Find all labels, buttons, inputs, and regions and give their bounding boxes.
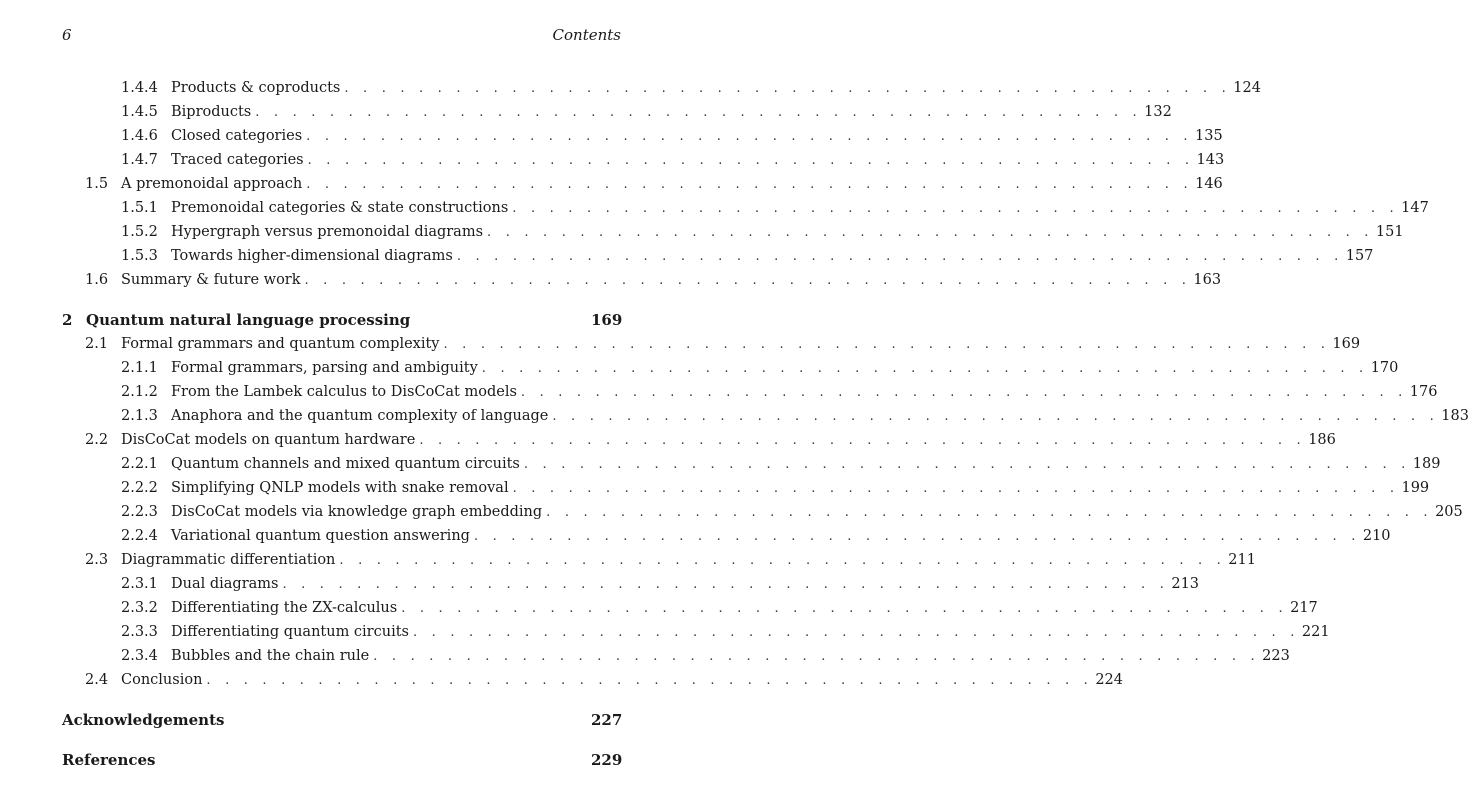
dot-leader: . . . . . . . . . . . . . . . . . . . . . . . . . . . . . . . . . . . . . . . . . . . . . . . . (546, 505, 1433, 520)
dot-leader: . . . . . . . . . . . . . . . . . . . . . . . . . . . . . . . . . . . . . . . . . . . . . . . . (512, 201, 1399, 216)
dot-leader: . . . . . . . . . . . . . . . . . . . . . . . . . . . . . . . . . . . . . . . . . . . . . . . . (304, 273, 1192, 288)
toc-entry[interactable] (0, 598, 1318, 618)
toc-entry-number: 1.5.1 (121, 200, 158, 216)
toc-entry-title: Differentiating the ZX-calculus (171, 600, 398, 616)
toc-entry-page: 124 (1233, 80, 1261, 96)
toc-entry[interactable] (0, 406, 1469, 426)
toc-entry[interactable] (0, 430, 1336, 450)
toc-entry-title: Dual diagrams (171, 576, 279, 592)
toc-entry-number: 2.2.2 (121, 480, 158, 496)
toc-entry-page: 224 (1095, 672, 1123, 688)
dot-leader: . . . . . . . . . . . . . . . . . . . . . . . . . . . . . . . . . . . . . . . . . . . . . . . . (339, 553, 1226, 568)
toc-entry-number: 1.4.4 (121, 80, 158, 96)
toc-entry[interactable] (0, 526, 1391, 546)
toc-entry-title: Quantum natural language processing (86, 311, 411, 329)
toc-entry-title: DisCoCat models on quantum hardware (121, 432, 416, 448)
toc-entry-page: 169 (1332, 336, 1361, 352)
toc-entry-number: 2.3.3 (121, 624, 158, 640)
toc-entry[interactable] (0, 670, 1123, 690)
dot-leader: . . . . . . . . . . . . . . . . . . . . . . . . . . . . . . . . . . . . . . . . . . . . . . . . (306, 129, 1193, 144)
toc-entry[interactable] (0, 358, 1399, 378)
dot-leader: . . . . . . . . . . . . . . . . . . . . . . . . . . . . . . . . . . . . . . . . . . . . . . . . (473, 529, 1361, 544)
toc-entry[interactable] (0, 646, 1290, 666)
toc-entry-number: 2.2 (85, 432, 109, 448)
toc-entry[interactable] (0, 502, 1463, 522)
toc-entry-number: 2.2.3 (121, 504, 158, 520)
toc-entry-number: 2.1.3 (121, 408, 158, 424)
toc-entry-title: Anaphora and the quantum complexity of language (171, 408, 549, 424)
toc-entry-number: 1.4.7 (121, 152, 158, 168)
toc-entry-number: 2 (62, 311, 73, 329)
toc-entry-title: Premonoidal categories & state constructions (171, 200, 509, 216)
toc-entry[interactable] (0, 126, 1223, 146)
toc-entry-page: 151 (1375, 224, 1404, 240)
dot-leader: . . . . . . . . . . . . . . . . . . . . . . . . . . . . . . . . . . . . . . . . . . . . . . . . (401, 601, 1288, 616)
page-number: 6 (62, 26, 72, 44)
dot-leader: . . . . . . . . . . . . . . . . . . . . . . . . . . . . . . . . . . . . . . . . . . . . . . . . (481, 361, 1369, 376)
toc-entry-title: Traced categories (171, 152, 304, 168)
toc-entry-page: 135 (1195, 128, 1223, 144)
toc-entry[interactable] (0, 310, 733, 330)
toc-entry[interactable] (0, 334, 1361, 354)
toc-entry-page: 211 (1228, 552, 1256, 568)
toc-entry[interactable] (0, 270, 1222, 290)
toc-entry-number: 2.3.4 (121, 648, 158, 664)
toc-entry-title: Simplifying QNLP models with snake removal (171, 480, 509, 496)
toc-entry-title: From the Lambek calculus to DisCoCat models (171, 384, 517, 400)
toc-entry[interactable] (0, 478, 1430, 498)
toc-entry-number: 1.5.2 (121, 224, 158, 240)
running-title: Contents (552, 26, 621, 44)
toc-entry-page: 170 (1370, 360, 1399, 376)
toc-entry-number: 1.5.3 (121, 248, 158, 264)
toc-entry[interactable] (0, 102, 1172, 122)
toc-entry-number: 2.3.1 (121, 576, 158, 592)
toc-entry-page: 227 (591, 711, 623, 729)
toc-entry-title: Towards higher-dimensional diagrams (171, 248, 453, 264)
toc-entry-number: 2.1.2 (121, 384, 158, 400)
dot-leader: . . . . . . . . . . . . . . . . . . . . . . . . . . . . . . . . . . . . . . . . . . . . . . . . (512, 481, 1400, 496)
toc-entry-title: Summary & future work (121, 272, 301, 288)
toc-entry-number: 2.3 (85, 552, 109, 568)
toc-entry-page: 176 (1409, 384, 1438, 400)
dot-leader: . . . . . . . . . . . . . . . . . . . . . . . . . . . . . . . . . . . . . . . . . . . . . . . . (344, 81, 1231, 96)
toc-entry-number: 2.4 (85, 672, 109, 688)
toc-entry[interactable] (0, 382, 1438, 402)
toc-entry-number: 1.4.5 (121, 104, 158, 120)
toc-entry-title: References (62, 751, 156, 769)
dot-leader: . . . . . . . . . . . . . . . . . . . . . . . . . . . . . . . . . . . . . . . . . . . . . . . . (306, 177, 1193, 192)
toc-entry-page: 229 (591, 751, 623, 769)
toc-entry-number: 2.2.4 (121, 528, 158, 544)
toc-entry-number: 1.5 (85, 176, 109, 192)
toc-entry-title: Acknowledgements (62, 711, 225, 729)
toc-entry-page: 205 (1435, 504, 1463, 520)
toc-entry-title: A premonoidal approach (121, 176, 303, 192)
toc-entry-title: Hypergraph versus premonoidal diagrams (171, 224, 484, 240)
dot-leader: . . . . . . . . . . . . . . . . . . . . . . . . . . . . . . . . . . . . . . . . . . . . . . . . (307, 153, 1195, 168)
toc-entry-page: 217 (1290, 600, 1318, 616)
dot-leader: . . . . . . . . . . . . . . . . . . . . . . . . . . . . . . . . . . . . . . . . . . . . . . . . (487, 225, 1374, 240)
toc-entry[interactable] (0, 550, 1256, 570)
dot-leader: . . . . . . . . . . . . . . . . . . . . . . . . . . . . . . . . . . . . . . . . . . . . . . . . (282, 577, 1170, 592)
toc-entry-title: Products & coproducts (171, 80, 341, 96)
toc-entry-title: DisCoCat models via knowledge graph embedding (171, 504, 543, 520)
toc-entry-page: 221 (1301, 624, 1330, 640)
toc-entry-title: Closed categories (171, 128, 303, 144)
toc-entry-page: 213 (1171, 576, 1200, 592)
toc-entry[interactable] (0, 454, 1441, 474)
toc-entry-page: 199 (1401, 480, 1430, 496)
dot-leader: . . . . . . . . . . . . . . . . . . . . . . . . . . . . . . . . . . . . . . . . . . . . . . . . (456, 249, 1344, 264)
toc-entry-title: Quantum channels and mixed quantum circuits (171, 456, 520, 472)
toc-entry[interactable] (0, 150, 1225, 170)
toc-entry[interactable] (0, 78, 1261, 98)
toc-entry-title: Diagrammatic differentiation (121, 552, 336, 568)
toc-entry-page: 143 (1196, 152, 1225, 168)
toc-entry[interactable] (0, 574, 1200, 594)
dot-leader: . . . . . . . . . . . . . . . . . . . . . . . . . . . . . . . . . . . . . . . . . . . . . . . . (255, 105, 1142, 120)
toc-entry-number: 2.3.2 (121, 600, 158, 616)
toc-entry-number: 2.1 (85, 336, 109, 352)
toc-entry[interactable] (0, 710, 733, 730)
toc-entry-title: Conclusion (121, 672, 203, 688)
toc-entry-page: 157 (1345, 248, 1374, 264)
toc-entry-title: Formal grammars and quantum complexity (121, 336, 440, 352)
toc-entry-page: 210 (1362, 528, 1391, 544)
toc-entry-page: 146 (1195, 176, 1223, 192)
toc-entry-number: 2.2.1 (121, 456, 158, 472)
dot-leader: . . . . . . . . . . . . . . . . . . . . . . . . . . . . . . . . . . . . . . . . . . . . . . . . (552, 409, 1439, 424)
toc-entry-page: 223 (1262, 648, 1290, 664)
toc-entry-page: 132 (1144, 104, 1172, 120)
toc-entry-title: Formal grammars, parsing and ambiguity (171, 360, 478, 376)
toc-entry-title: Bubbles and the chain rule (171, 648, 370, 664)
dot-leader: . . . . . . . . . . . . . . . . . . . . . . . . . . . . . . . . . . . . . . . . . . . . . . . . (206, 673, 1093, 688)
dot-leader: . . . . . . . . . . . . . . . . . . . . . . . . . . . . . . . . . . . . . . . . . . . . . . . . (412, 625, 1300, 640)
toc-entry-page: 163 (1193, 272, 1222, 288)
toc-entry-page: 189 (1412, 456, 1441, 472)
toc-entry-page: 147 (1401, 200, 1429, 216)
toc-entry[interactable] (0, 622, 1330, 642)
toc-entry-page: 186 (1308, 432, 1336, 448)
toc-entry-title: Differentiating quantum circuits (171, 624, 409, 640)
toc-entry-number: 2.1.1 (121, 360, 158, 376)
toc-entry[interactable] (0, 198, 1429, 218)
toc-entry[interactable] (0, 246, 1374, 266)
toc-entry-page: 183 (1441, 408, 1469, 424)
toc-entry-title: Biproducts (171, 104, 252, 120)
toc-entry-number: 1.6 (85, 272, 109, 288)
toc-entry[interactable] (0, 222, 1404, 242)
dot-leader: . . . . . . . . . . . . . . . . . . . . . . . . . . . . . . . . . . . . . . . . . . . . . . . . (520, 385, 1408, 400)
toc-entry[interactable] (0, 750, 733, 770)
dot-leader: . . . . . . . . . . . . . . . . . . . . . . . . . . . . . . . . . . . . . . . . . . . . . . . . (523, 457, 1411, 472)
toc-entry-page: 169 (591, 311, 623, 329)
dot-leader: . . . . . . . . . . . . . . . . . . . . . . . . . . . . . . . . . . . . . . . . . . . . . . . . (443, 337, 1331, 352)
toc-entry-number: 1.4.6 (121, 128, 158, 144)
dot-leader: . . . . . . . . . . . . . . . . . . . . . . . . . . . . . . . . . . . . . . . . . . . . . . . . (373, 649, 1260, 664)
toc-entry-title: Variational quantum question answering (171, 528, 470, 544)
dot-leader: . . . . . . . . . . . . . . . . . . . . . . . . . . . . . . . . . . . . . . . . . . . . . . . . (419, 433, 1306, 448)
toc-entry[interactable] (0, 174, 1223, 194)
